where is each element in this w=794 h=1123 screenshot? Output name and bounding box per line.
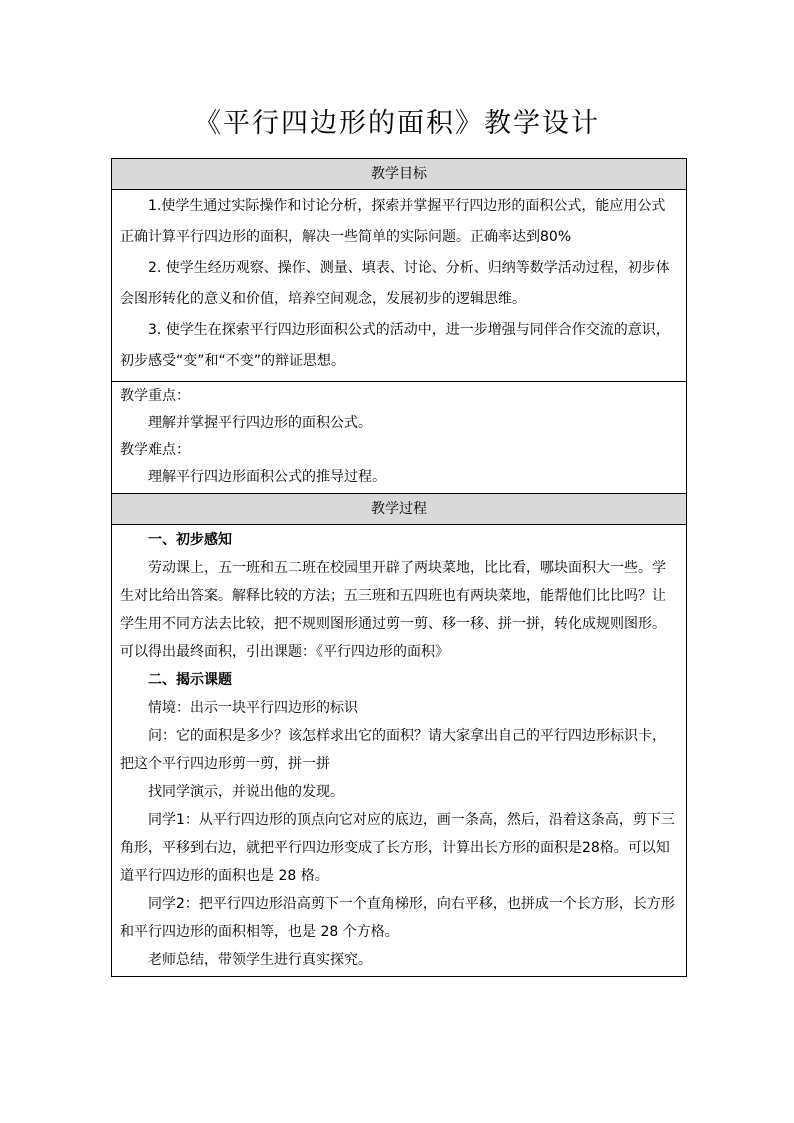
focus-label: 教学重点：	[120, 388, 190, 404]
process-paragraph: 同学2：把平行四边形沿高剪下一个直角梯形，向右平移，也拼成一个长方形，长方形和平行四边形的面积相等，也是 28 个方格。	[120, 896, 675, 940]
process-paragraph: 情境：出示一块平行四边形的标识	[148, 700, 358, 716]
goal-item: 3. 使学生在探索平行四边形面积公式的活动中，进一步增强与同伴合作交流的意识，初步感受“变”和“不变”的辩证思想。	[120, 322, 670, 369]
section-title: 二、揭示课题	[148, 672, 232, 688]
section-text: 劳动课上，五一班和五二班在校园里开辟了两块菜地，比比看，哪块面积大一些。学生对比给出答案。解释比较的方法；五三班和五四班也有两块菜地，能帮他们比比吗？让学生用不同方法去比较，把不规则图形通过剪一剪、移一移、拼一拼，转化成规则图形。可以得出最终面积，引出课题：《平行四边形的面积》	[120, 560, 666, 660]
goal-item: 2. 使学生经历观察、操作、测量、填表、讨论、分析、归纳等数学活动过程，初步体会图形转化的意义和价值，培养空间观念，发展初步的逻辑思维。	[120, 260, 670, 307]
focus-text: 理解并掌握平行四边形的面积公式。	[148, 415, 372, 431]
process-cell	[112, 525, 686, 976]
process-paragraph: 老师总结，带领学生进行真实探究。	[148, 952, 372, 968]
difficulty-label: 教学难点：	[120, 442, 190, 458]
process-header: 教学过程	[112, 494, 686, 525]
lesson-plan-table	[111, 158, 687, 977]
section-title: 一、初步感知	[148, 532, 232, 548]
goals-header: 教学目标	[112, 159, 686, 190]
document-title: 《平行四边形的面积》教学设计	[194, 108, 600, 139]
goal-item: 1.使学生通过实际操作和讨论分析，探索并掌握平行四边形的面积公式，能应用公式正确计算平行四边形的面积，解决一些简单的实际问题。正确率达到80%	[120, 198, 666, 245]
process-paragraph: 同学1：从平行四边形的顶点向它对应的底边，画一条高，然后，沿着这条高，剪下三角形，平移到右边，就把平行四边形变成了长方形，计算出长方形的面积是28格。可以知道平行四边形的面积也是 28 格。	[120, 812, 675, 884]
goals-cell	[112, 190, 686, 382]
difficulty-text: 理解平行四边形面积公式的推导过程。	[148, 469, 386, 485]
key-points-cell	[112, 382, 686, 494]
process-paragraph: 问：它的面积是多少？该怎样求出它的面积？请大家拿出自己的平行四边形标识卡，把这个平行四边形剪一剪，拼一拼	[120, 728, 666, 772]
process-paragraph: 找同学演示，并说出他的发现。	[148, 784, 344, 800]
